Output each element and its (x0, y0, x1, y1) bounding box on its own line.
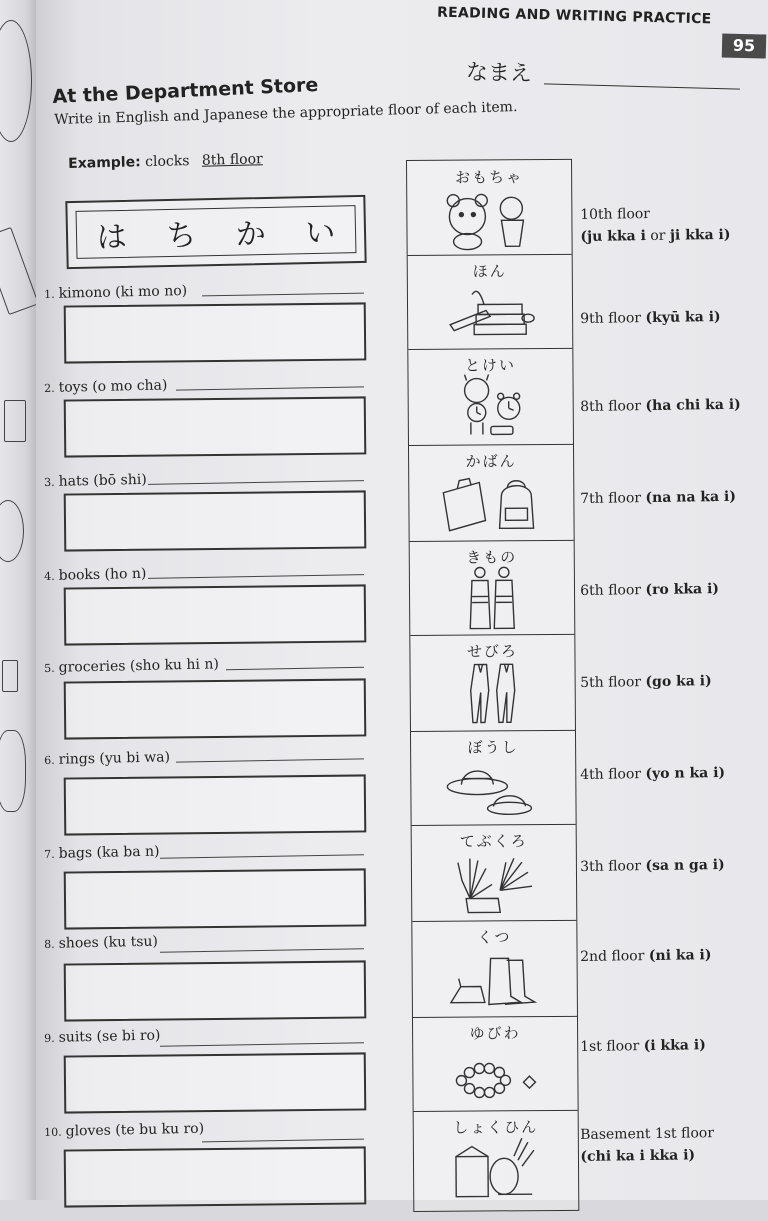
floor-label: 8th floor (ha chi ka i) (580, 396, 741, 415)
picture-kana: てぶくろ (459, 832, 528, 851)
example-label: Example: (68, 154, 141, 172)
answer-line[interactable] (176, 386, 364, 390)
example-answer-box (65, 195, 366, 269)
picture-kana: ゆびわ (469, 1024, 521, 1043)
picture-cell (407, 160, 572, 256)
books-icon (436, 280, 544, 345)
facing-page-line-art (4, 400, 26, 442)
answer-line[interactable] (160, 948, 364, 953)
picture-kana: せびろ (466, 642, 518, 661)
picture-cell (410, 634, 575, 732)
answer-line[interactable] (148, 480, 364, 485)
picture-cell (413, 1016, 578, 1112)
floor-label: 7th floor (na na ka i) (580, 488, 737, 507)
kimono-icon (438, 566, 546, 631)
example-answer: 8th floor (201, 151, 263, 169)
answer-line[interactable] (202, 293, 364, 297)
item-label: 3. hats (bō shi) (44, 471, 147, 490)
name-field[interactable] (544, 83, 740, 89)
answer-box[interactable] (64, 490, 367, 551)
picture-cell (410, 540, 575, 636)
picture-kana: おもちゃ (455, 168, 524, 187)
picture-kana: かばん (465, 452, 517, 471)
answer-line[interactable] (160, 854, 364, 859)
groceries-icon (442, 1136, 550, 1201)
picture-cell (412, 920, 577, 1018)
floor-label: 6th floor (ro kka i) (580, 581, 720, 599)
rings-icon (441, 1042, 549, 1107)
page-number: 95 (722, 33, 767, 58)
example-line (68, 151, 263, 172)
header-title: READING AND WRITING PRACTICE (437, 4, 713, 28)
answer-line[interactable] (202, 1139, 364, 1143)
facing-page-line-art (0, 227, 37, 315)
picture-cell (408, 348, 573, 446)
answer-line[interactable] (176, 758, 364, 762)
answer-line[interactable] (148, 574, 364, 579)
item-label: 1. kimono (ki mo no) (44, 283, 188, 302)
worksheet-page (36, 0, 768, 1200)
clocks-icon (437, 374, 545, 439)
item-label: 5. groceries (sho ku hi n) (44, 656, 220, 676)
floor-label: 10th floor (ju kka i or ji kka i) (580, 206, 731, 245)
item-label: 10. gloves (te bu ku ro) (44, 1120, 205, 1140)
answer-box[interactable] (64, 1146, 367, 1207)
picture-cell (408, 254, 573, 350)
instructions: Write in English and Japanese the appropriate floor of each item. (54, 99, 518, 128)
floor-label: 2nd floor (ni ka i) (580, 947, 712, 965)
example-kana: ち (165, 218, 197, 255)
floor-label: 4th floor (yo n ka i) (580, 764, 726, 783)
picture-kana: きもの (466, 548, 518, 567)
section-title: At the Department Store (52, 73, 319, 108)
toys-icon (435, 186, 543, 251)
example-item: clocks (144, 153, 190, 171)
item-label: 9. suits (se bi ro) (44, 1027, 161, 1046)
answer-box[interactable] (64, 774, 367, 835)
answer-line[interactable] (160, 1042, 364, 1047)
answer-box[interactable] (64, 1052, 367, 1113)
answer-box[interactable] (64, 960, 367, 1021)
floor-label: 3th floor (sa n ga i) (580, 856, 725, 875)
hats-icon (439, 756, 547, 821)
item-label: 2. toys (o mo cha) (44, 377, 168, 396)
facing-page-line-art (2, 660, 18, 692)
floor-label: Basement 1st floor (chi ka i kka i) (580, 1125, 715, 1165)
suits-icon (438, 660, 546, 725)
picture-kana: とけい (464, 356, 516, 375)
item-label: 7. bags (ka ba n) (44, 843, 160, 862)
facing-page-edge (0, 0, 37, 1200)
facing-page-line-art (0, 20, 32, 142)
example-kana: は (96, 219, 128, 256)
facing-page-line-art (0, 500, 24, 562)
answer-box[interactable] (64, 868, 367, 929)
picture-kana: しょくひん (453, 1118, 539, 1137)
shoes-icon (440, 946, 548, 1011)
picture-cell (412, 824, 577, 922)
answer-box[interactable] (64, 396, 367, 457)
answer-box[interactable] (64, 584, 367, 645)
picture-column (406, 159, 579, 1212)
example-kana: か (235, 216, 267, 253)
floor-label: 1st floor (i kka i) (580, 1037, 706, 1055)
floor-label: 5th floor (go ka i) (580, 673, 712, 691)
example-kana: い (304, 215, 336, 252)
item-label: 6. rings (yu bi wa) (44, 749, 171, 768)
picture-cell (411, 730, 576, 826)
picture-cell (414, 1110, 579, 1221)
picture-cell (409, 444, 574, 542)
floor-label: 9th floor (kyū ka i) (580, 309, 721, 327)
name-label: なまえ (465, 60, 533, 87)
item-label: 8. shoes (ku tsu) (44, 933, 159, 952)
picture-kana: ほん (472, 262, 507, 281)
answer-box[interactable] (64, 678, 367, 739)
picture-kana: くつ (477, 928, 512, 947)
answer-box[interactable] (64, 302, 367, 363)
picture-kana: ぼうし (467, 738, 519, 757)
item-label: 4. books (ho n) (44, 565, 147, 584)
bags-icon (437, 470, 545, 535)
facing-page-line-art (0, 730, 26, 812)
answer-line[interactable] (226, 667, 364, 670)
gloves-icon (440, 850, 548, 915)
